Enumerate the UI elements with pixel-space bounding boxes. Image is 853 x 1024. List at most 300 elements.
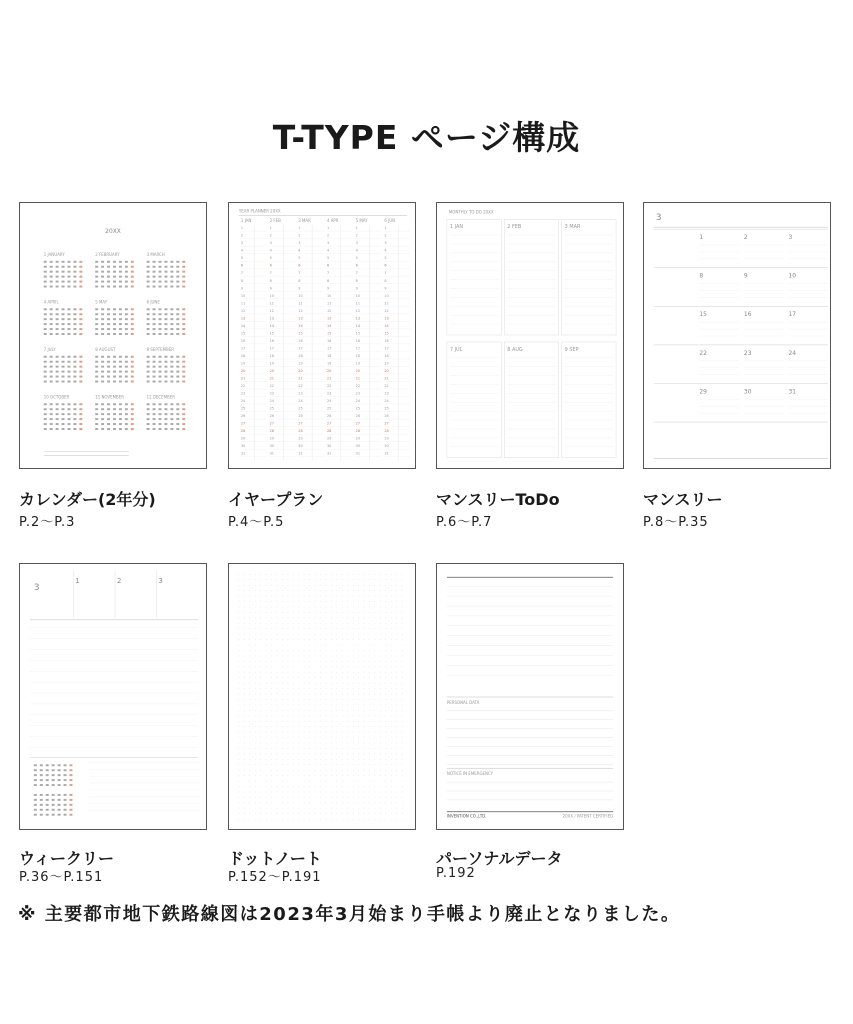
grid-dot <box>271 726 272 727</box>
personal-data-section-2: NOTICE IN EMERGENCY <box>446 771 494 777</box>
grid-dot <box>320 726 321 727</box>
grid-dot <box>277 726 278 727</box>
grid-dot <box>380 590 381 591</box>
grid-dot <box>320 650 321 651</box>
grid-dot <box>304 612 305 613</box>
grid-dot <box>331 623 332 624</box>
date-mark <box>182 313 185 315</box>
grid-dot <box>358 623 359 624</box>
grid-dot <box>266 672 267 673</box>
date-mark <box>119 318 122 320</box>
grid-dot <box>282 792 283 793</box>
grid-dot <box>244 639 245 640</box>
grid-dot <box>353 732 354 733</box>
grid-dot <box>293 656 294 657</box>
grid-dot <box>288 792 289 793</box>
date-mark <box>79 381 82 383</box>
grid-dot <box>282 612 283 613</box>
date-mark <box>131 356 134 358</box>
grid-dot <box>336 694 337 695</box>
grid-dot <box>320 628 321 629</box>
grid-dot <box>298 688 299 689</box>
day-number: 18 <box>326 353 332 358</box>
grid-dot <box>380 715 381 716</box>
day-number: 21 <box>326 376 332 381</box>
grid-dot <box>364 737 365 738</box>
grid-dot <box>239 813 240 814</box>
date-mark <box>40 779 43 781</box>
date-mark <box>131 418 134 420</box>
grid-dot <box>331 699 332 700</box>
date-mark <box>176 286 179 288</box>
grid-dot <box>385 590 386 591</box>
grid-dot <box>358 715 359 716</box>
grid-dot <box>255 764 256 765</box>
date-mark <box>40 769 43 771</box>
grid-dot <box>309 607 310 608</box>
grid-dot <box>402 699 403 700</box>
grid-dot <box>255 661 256 662</box>
grid-dot <box>315 650 316 651</box>
grid-dot <box>380 666 381 667</box>
date-mark <box>147 271 150 273</box>
date-mark <box>176 371 179 373</box>
date-mark <box>50 318 53 320</box>
grid-dot <box>320 683 321 684</box>
todo-month: 8 AUG <box>507 346 523 353</box>
grid-dot <box>315 705 316 706</box>
date-mark <box>95 308 98 310</box>
grid-dot <box>282 661 283 662</box>
grid-dot <box>336 661 337 662</box>
grid-dot <box>342 737 343 738</box>
grid-dot <box>380 677 381 678</box>
grid-dot <box>277 770 278 771</box>
date-mark <box>153 313 156 315</box>
date-mark <box>125 276 128 278</box>
grid-dot <box>396 754 397 755</box>
date-mark <box>95 356 98 358</box>
date-mark <box>101 423 104 425</box>
grid-dot <box>353 607 354 608</box>
date-mark <box>73 356 76 358</box>
grid-dot <box>271 607 272 608</box>
grid-dot <box>239 808 240 809</box>
day-number: 29 <box>269 436 274 441</box>
day-number: 4 <box>269 248 272 253</box>
grid-dot <box>277 688 278 689</box>
grid-dot <box>326 781 327 782</box>
grid-dot <box>282 579 283 580</box>
grid-dot <box>271 666 272 667</box>
grid-dot <box>369 612 370 613</box>
grid-dot <box>239 710 240 711</box>
grid-dot <box>385 754 386 755</box>
grid-dot <box>298 590 299 591</box>
grid-dot <box>304 639 305 640</box>
date-mark <box>113 361 116 363</box>
date-mark <box>113 403 116 405</box>
day-number: 16 <box>355 338 361 343</box>
grid-dot <box>277 623 278 624</box>
grid-dot <box>288 661 289 662</box>
grid-dot <box>239 792 240 793</box>
grid-dot <box>293 743 294 744</box>
page-title: T-TYPE ページ構成 <box>272 118 581 157</box>
grid-dot <box>336 612 337 613</box>
grid-dot <box>364 645 365 646</box>
grid-dot <box>320 585 321 586</box>
grid-dot <box>402 650 403 651</box>
date-mark <box>170 356 173 358</box>
day-number: 11 <box>240 301 246 306</box>
grid-dot <box>385 705 386 706</box>
grid-dot <box>315 803 316 804</box>
date-mark <box>153 328 156 330</box>
grid-dot <box>375 666 376 667</box>
grid-dot <box>255 628 256 629</box>
grid-dot <box>364 607 365 608</box>
grid-dot <box>244 650 245 651</box>
grid-dot <box>347 623 348 624</box>
date-mark <box>176 376 179 378</box>
grid-dot <box>293 645 294 646</box>
grid-dot <box>266 743 267 744</box>
date-mark <box>164 418 167 420</box>
grid-dot <box>249 683 250 684</box>
day-number: 1 <box>269 226 272 231</box>
grid-dot <box>315 721 316 722</box>
grid-dot <box>353 650 354 651</box>
date-mark <box>73 361 76 363</box>
date-mark <box>64 794 67 796</box>
grid-dot <box>369 775 370 776</box>
grid-dot <box>288 775 289 776</box>
grid-dot <box>385 715 386 716</box>
date-mark <box>62 313 65 315</box>
grid-dot <box>380 770 381 771</box>
grid-dot <box>309 770 310 771</box>
date-mark <box>107 418 110 420</box>
date-mark <box>56 423 59 425</box>
grid-dot <box>282 694 283 695</box>
grid-dot <box>364 786 365 787</box>
grid-dot <box>260 705 261 706</box>
grid-dot <box>293 699 294 700</box>
grid-dot <box>385 726 386 727</box>
grid-dot <box>255 645 256 646</box>
grid-dot <box>255 672 256 673</box>
grid-dot <box>293 715 294 716</box>
grid-dot <box>375 623 376 624</box>
grid-dot <box>320 639 321 640</box>
grid-dot <box>293 634 294 635</box>
day-number: 30 <box>384 444 389 449</box>
date-mark <box>52 784 55 786</box>
grid-dot <box>288 770 289 771</box>
date-mark <box>50 376 53 378</box>
grid-dot <box>255 623 256 624</box>
grid-dot <box>255 683 256 684</box>
grid-dot <box>239 759 240 760</box>
date-mark <box>170 276 173 278</box>
grid-dot <box>277 705 278 706</box>
grid-dot <box>358 694 359 695</box>
grid-dot <box>315 683 316 684</box>
date-mark <box>119 261 122 263</box>
day-number: 26 <box>240 414 246 419</box>
date-mark <box>182 261 185 263</box>
date-mark <box>147 328 150 330</box>
grid-dot <box>271 797 272 798</box>
grid-dot <box>369 656 370 657</box>
grid-dot <box>364 754 365 755</box>
grid-dot <box>342 656 343 657</box>
day-number: 15 <box>699 311 707 319</box>
date-mark <box>95 313 98 315</box>
grid-dot <box>239 628 240 629</box>
date-mark <box>113 261 116 263</box>
date-mark <box>107 261 110 263</box>
day-number: 16 <box>326 338 332 343</box>
grid-dot <box>298 705 299 706</box>
grid-dot <box>320 737 321 738</box>
date-mark <box>101 366 104 368</box>
month-name: 10 OCTOBER <box>43 394 70 400</box>
grid-dot <box>402 639 403 640</box>
grid-dot <box>315 732 316 733</box>
grid-dot <box>385 645 386 646</box>
grid-dot <box>309 743 310 744</box>
date-mark <box>113 366 116 368</box>
date-mark <box>62 261 65 263</box>
day-number: 31 <box>355 451 361 456</box>
grid-dot <box>320 590 321 591</box>
grid-dot <box>396 732 397 733</box>
grid-dot <box>402 792 403 793</box>
grid-dot <box>309 639 310 640</box>
date-mark <box>56 403 59 405</box>
grid-dot <box>293 672 294 673</box>
grid-dot <box>255 574 256 575</box>
date-mark <box>131 281 134 283</box>
date-mark <box>95 371 98 373</box>
grid-dot <box>347 634 348 635</box>
grid-dot <box>396 672 397 673</box>
day-number: 26 <box>384 414 389 419</box>
grid-dot <box>342 672 343 673</box>
grid-dot <box>396 699 397 700</box>
grid-dot <box>375 726 376 727</box>
date-mark <box>44 423 47 425</box>
date-mark <box>69 779 72 781</box>
todo-month: 2 FEB <box>507 224 522 231</box>
grid-dot <box>364 688 365 689</box>
grid-dot <box>320 813 321 814</box>
grid-dot <box>244 688 245 689</box>
grid-dot <box>244 607 245 608</box>
date-mark <box>44 418 47 420</box>
grid-dot <box>402 672 403 673</box>
day-number: 30 <box>298 444 303 449</box>
grid-dot <box>326 628 327 629</box>
day-number: 31 <box>269 451 274 456</box>
date-mark <box>147 308 150 310</box>
item-pages-monthly-todo: P.6～P.7 <box>436 515 493 530</box>
day-number: 29 <box>699 388 707 396</box>
grid-dot <box>369 650 370 651</box>
grid-dot <box>255 781 256 782</box>
grid-dot <box>331 612 332 613</box>
grid-dot <box>375 683 376 684</box>
grid-dot <box>260 813 261 814</box>
grid-dot <box>364 677 365 678</box>
date-mark <box>159 371 162 373</box>
grid-dot <box>255 677 256 678</box>
grid-dot <box>282 748 283 749</box>
grid-dot <box>282 607 283 608</box>
grid-dot <box>244 726 245 727</box>
grid-dot <box>249 748 250 749</box>
date-mark <box>119 371 122 373</box>
date-mark <box>170 381 173 383</box>
date-mark <box>107 376 110 378</box>
grid-dot <box>358 732 359 733</box>
date-mark <box>44 313 47 315</box>
grid-dot <box>298 634 299 635</box>
grid-dot <box>385 808 386 809</box>
date-mark <box>58 794 61 796</box>
day-number: 26 <box>298 414 303 419</box>
date-mark <box>113 428 116 430</box>
grid-dot <box>396 694 397 695</box>
grid-dot <box>336 688 337 689</box>
day-number: 6 <box>269 263 272 268</box>
grid-dot <box>336 590 337 591</box>
date-mark <box>73 418 76 420</box>
grid-dot <box>304 628 305 629</box>
grid-dot <box>369 754 370 755</box>
date-mark <box>95 361 98 363</box>
date-mark <box>119 281 122 283</box>
date-mark <box>101 308 104 310</box>
day-number: 28 <box>269 429 274 434</box>
date-mark <box>107 308 110 310</box>
date-mark <box>46 804 49 806</box>
date-mark <box>176 361 179 363</box>
grid-dot <box>391 628 392 629</box>
grid-dot <box>342 764 343 765</box>
grid-dot <box>331 677 332 678</box>
grid-dot <box>266 645 267 646</box>
grid-dot <box>288 819 289 820</box>
grid-dot <box>336 797 337 798</box>
grid-dot <box>347 688 348 689</box>
grid-dot <box>375 650 376 651</box>
grid-dot <box>298 781 299 782</box>
date-mark <box>176 418 179 420</box>
date-mark <box>176 366 179 368</box>
grid-dot <box>353 710 354 711</box>
grid-dot <box>336 601 337 602</box>
grid-dot <box>239 683 240 684</box>
date-mark <box>50 413 53 415</box>
date-mark <box>164 423 167 425</box>
grid-dot <box>402 634 403 635</box>
grid-dot <box>249 808 250 809</box>
grid-dot <box>375 656 376 657</box>
grid-dot <box>347 710 348 711</box>
day-number: 27 <box>326 421 332 426</box>
grid-dot <box>353 726 354 727</box>
todo-box <box>504 219 558 335</box>
grid-dot <box>309 754 310 755</box>
grid-dot <box>244 590 245 591</box>
date-mark <box>182 308 185 310</box>
grid-dot <box>277 803 278 804</box>
grid-dot <box>293 759 294 760</box>
date-mark <box>176 413 179 415</box>
grid-dot <box>353 617 354 618</box>
grid-dot <box>353 579 354 580</box>
grid-dot <box>364 623 365 624</box>
grid-dot <box>326 634 327 635</box>
grid-dot <box>315 726 316 727</box>
date-mark <box>170 413 173 415</box>
day-number: 3 <box>326 241 330 246</box>
grid-dot <box>347 715 348 716</box>
grid-dot <box>288 612 289 613</box>
grid-dot <box>255 579 256 580</box>
grid-dot <box>402 579 403 580</box>
date-mark <box>67 366 70 368</box>
todo-month: 3 MAR <box>564 224 581 231</box>
day-number: 9 <box>384 286 387 291</box>
day-number: 27 <box>384 421 389 426</box>
date-mark <box>95 418 98 420</box>
date-mark <box>153 333 156 335</box>
grid-dot <box>380 628 381 629</box>
date-mark <box>62 333 65 335</box>
grid-dot <box>380 672 381 673</box>
date-mark <box>101 271 104 273</box>
day-number: 29 <box>326 436 332 441</box>
date-mark <box>44 428 47 430</box>
grid-dot <box>271 688 272 689</box>
grid-dot <box>375 721 376 722</box>
grid-dot <box>364 672 365 673</box>
grid-dot <box>347 590 348 591</box>
grid-dot <box>369 683 370 684</box>
grid-dot <box>326 688 327 689</box>
day-number: 30 <box>355 444 361 449</box>
date-mark <box>113 423 116 425</box>
grid-dot <box>298 770 299 771</box>
grid-dot <box>342 808 343 809</box>
grid-dot <box>309 726 310 727</box>
date-mark <box>182 371 185 373</box>
grid-dot <box>255 650 256 651</box>
date-mark <box>52 814 55 816</box>
grid-dot <box>391 792 392 793</box>
grid-dot <box>364 715 365 716</box>
grid-dot <box>347 732 348 733</box>
grid-dot <box>364 666 365 667</box>
grid-dot <box>304 623 305 624</box>
calendar-thumbnail <box>19 202 207 469</box>
grid-dot <box>396 579 397 580</box>
date-mark <box>64 769 67 771</box>
